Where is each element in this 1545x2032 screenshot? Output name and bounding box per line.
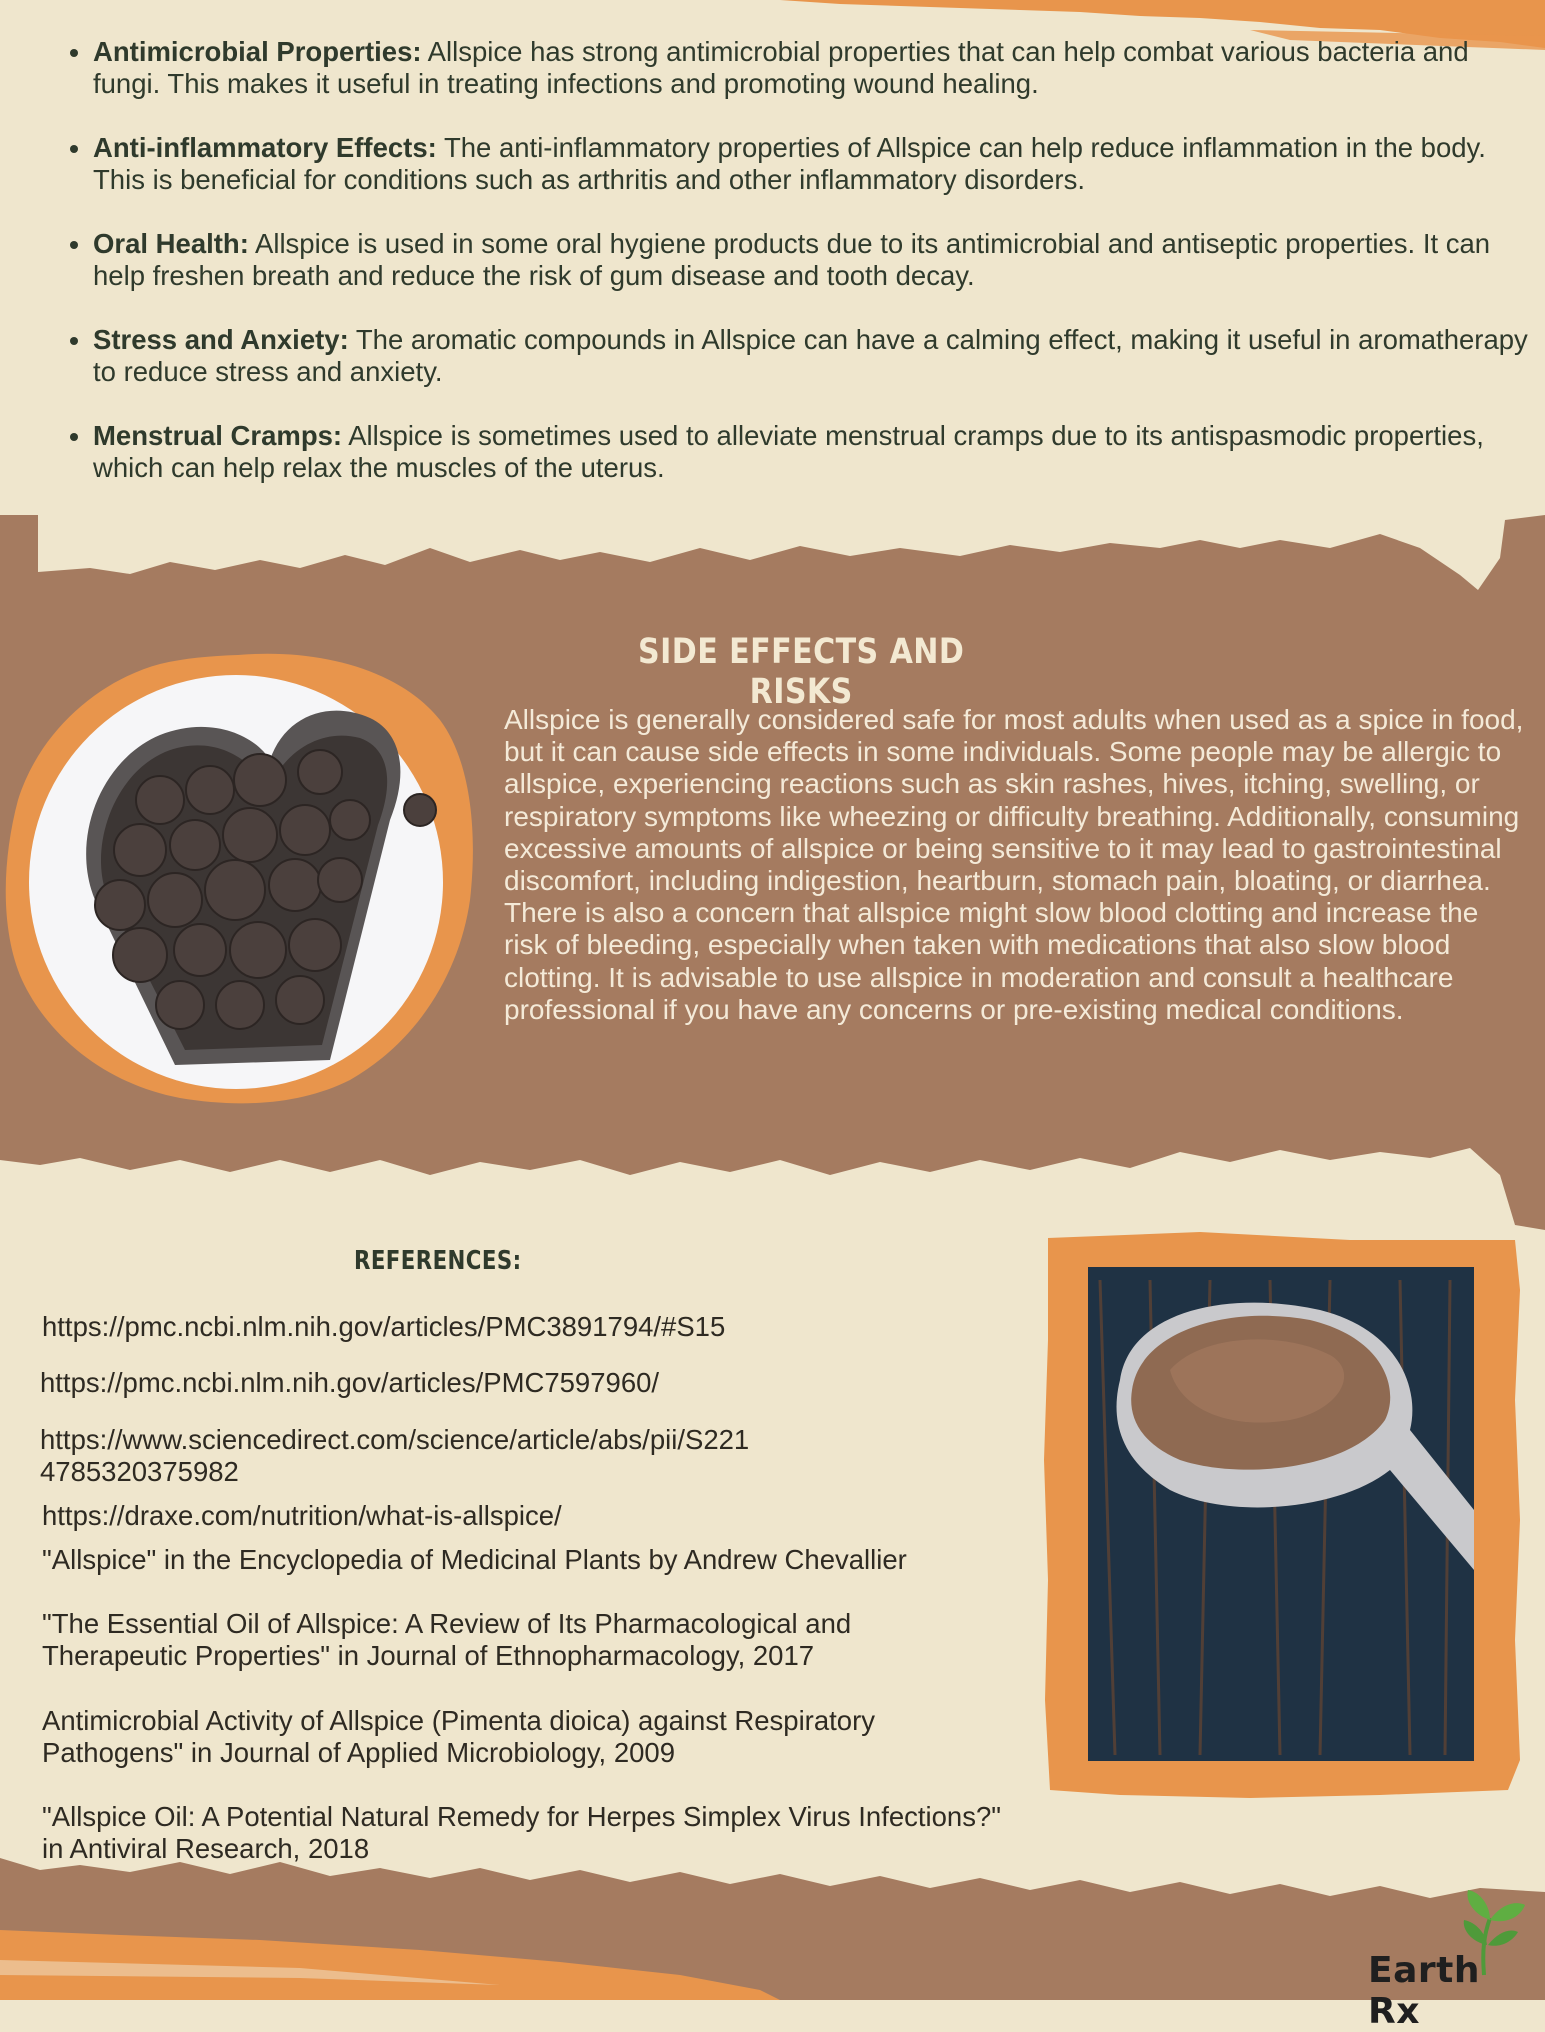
logo — [1368, 1950, 1545, 2032]
reference-link[interactable]: https://pmc.ncbi.nlm.nih.gov/articles/PMC3891794/#S15 — [42, 1311, 726, 1342]
benefit-text: Allspice is sometimes used to alleviate menstrual cramps due to its antispasmodic properties, which can help relax the muscles of the uterus. — [93, 420, 1484, 483]
benefit-text: Allspice has strong antimicrobial properties that can help combat various bacteria and fungi. This makes it useful in treating infections and promoting wound healing. — [93, 36, 1469, 99]
benefit-text: The anti-inflammatory properties of Allspice can help reduce inflammation in the body. This is beneficial for conditions such as arthritis and other inflammatory disorders. — [93, 132, 1486, 195]
side-effects-heading: SIDE EFFECTS AND RISKS — [638, 632, 965, 712]
benefit-title: Anti-inflammatory Effects: — [93, 132, 437, 163]
benefit-text: The aromatic compounds in Allspice can have a calming effect, making it useful in aromatherapy to reduce stress and anxiety. — [93, 324, 1528, 387]
benefits-list — [50, 36, 1533, 516]
list-item — [93, 420, 1533, 484]
reference-link[interactable]: https://www.sciencedirect.com/science/article/abs/pii/S221 4785320375982 — [40, 1424, 750, 1487]
references-heading: REFERENCES: — [354, 1246, 522, 1276]
reference-link[interactable]: https://pmc.ncbi.nlm.nih.gov/articles/PMC7597960/ — [40, 1367, 660, 1398]
benefit-title: Oral Health: — [93, 228, 249, 259]
reference-item: Antimicrobial Activity of Allspice (Pimenta dioica) against Respiratory Pathogens" in Journal of Applied Microbiology, 2009 — [42, 1705, 875, 1768]
list-item — [93, 228, 1533, 292]
list-item — [93, 132, 1533, 196]
list-item — [93, 36, 1533, 100]
side-effects-body: Allspice is generally considered safe for most adults when used as a spice in food, but it can cause side effects in some individuals. Some people may be allergic to allspice, experiencing reactions such as skin rashes, hives, itching, swelling, or respiratory symptoms like wheezing or difficulty breathing. Additionally, consuming excessive amounts of allspice or being sensitive to it may lead to gastrointestinal discomfort, including indigestion, heartburn, stomach pain, bloating, or diarrhea. There is also a concern that allspice might slow blood clotting and increase the risk of bleeding, especially when taken with medications that also slow blood clotting. It is advisable to use allspice in moderation and consult a healthcare professional if you have any concerns or pre-existing medical conditions. — [504, 704, 1524, 1025]
reference-item: "Allspice" in the Encyclopedia of Medicinal Plants by Andrew Chevallier — [42, 1544, 907, 1575]
logo-text-right: Rx — [1368, 1991, 1420, 2032]
reference-link[interactable]: https://draxe.com/nutrition/what-is-allspice/ — [42, 1500, 562, 1531]
benefit-title: Stress and Anxiety: — [93, 324, 349, 355]
reference-item: "The Essential Oil of Allspice: A Review of Its Pharmacological and Therapeutic Properties" in Journal of Ethnopharmacology, 2017 — [42, 1608, 852, 1671]
benefit-text: Allspice is used in some oral hygiene products due to its antimicrobial and antiseptic properties. It can help freshen breath and reduce the risk of gum disease and tooth decay. — [93, 228, 1491, 291]
reference-item: "Allspice Oil: A Potential Natural Remedy for Herpes Simplex Virus Infections?" in Antiviral Research, 2018 — [42, 1801, 1002, 1864]
logo-text-left: Earth — [1368, 1950, 1480, 1991]
benefit-title: Antimicrobial Properties: — [93, 36, 422, 67]
list-item — [93, 324, 1533, 388]
benefit-title: Menstrual Cramps: — [93, 420, 343, 451]
